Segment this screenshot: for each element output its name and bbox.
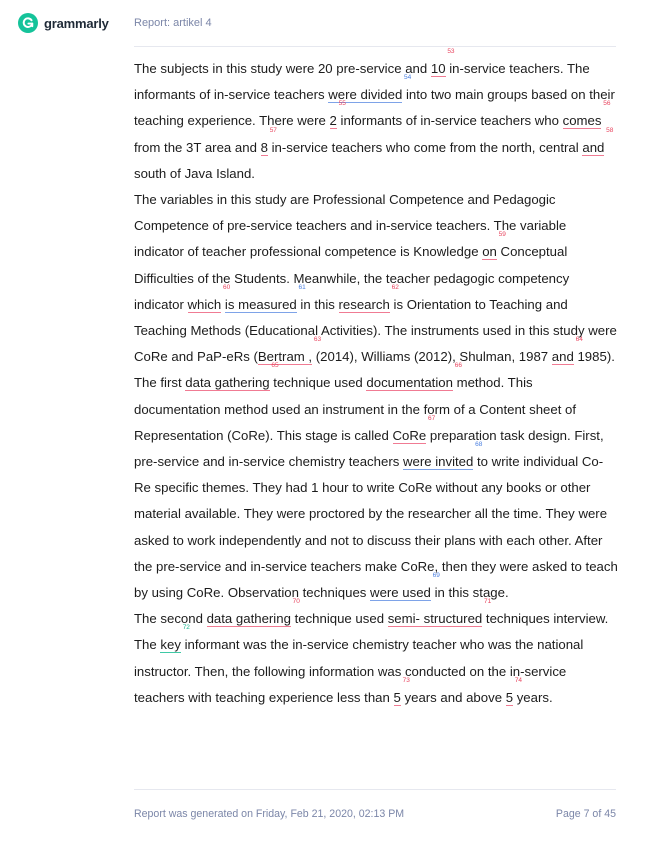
issue-text: were divided bbox=[328, 87, 403, 103]
text-run: The first bbox=[134, 375, 186, 391]
report-generated-date: Report was generated on Friday, Feb 21, 2020, 02:13 PM bbox=[134, 808, 405, 820]
issue-number: 55 bbox=[338, 100, 346, 108]
issue-text: key bbox=[160, 637, 181, 653]
issue-number: 60 bbox=[223, 283, 231, 291]
issue-number: 64 bbox=[575, 336, 583, 344]
issue-highlight[interactable] bbox=[387, 598, 492, 627]
text-run: from the 3T area and bbox=[134, 139, 261, 155]
issue-highlight[interactable] bbox=[370, 572, 440, 601]
issue-number: 63 bbox=[313, 336, 322, 344]
issue-highlight[interactable] bbox=[562, 100, 611, 129]
issue-number: 54 bbox=[404, 74, 412, 82]
issue-text: is measured bbox=[224, 296, 297, 312]
text-run: into two main groups based on their teaching experience. There were bbox=[134, 87, 615, 129]
issue-highlight[interactable] bbox=[257, 336, 322, 365]
issue-number: 56 bbox=[603, 100, 611, 108]
issue-number: 74 bbox=[514, 676, 523, 684]
paragraph bbox=[134, 187, 618, 370]
text-run: (2014), Williams (2012), Shulman, 1987 bbox=[312, 349, 552, 365]
text-run: method. This documentation method used an instrument in the form of a Content sheet of Representation (CoRe). This stage is called bbox=[134, 375, 577, 443]
issue-highlight[interactable] bbox=[393, 676, 410, 706]
text-run: The variables in this study are Professional Competence and Pedagogic Competence of pre-service teachers and in-service teachers. The variable indicator of teacher professional competence is Knowledge bbox=[134, 192, 567, 260]
issue-highlight[interactable] bbox=[187, 283, 231, 313]
issue-text: research bbox=[338, 296, 390, 312]
issue-text: 10 bbox=[430, 61, 446, 76]
issue-number: 59 bbox=[498, 231, 506, 239]
text-run: technique used bbox=[290, 611, 388, 627]
header-divider bbox=[134, 46, 616, 47]
text-run: informant was the in-service chemistry teacher who was the national instructor. Then, the following information was conducted on the in-service teachers with teaching experience less than bbox=[134, 637, 584, 705]
text-run: Conceptual Difficulties of the Students. Meanwhile, the teacher pedagogic competency indicator bbox=[134, 244, 570, 312]
issue-highlight[interactable] bbox=[430, 48, 455, 77]
issue-text: 5 bbox=[505, 689, 514, 705]
issue-text: were used bbox=[370, 585, 431, 601]
text-run: informants of in-service teachers who bbox=[336, 113, 563, 129]
text-run: years. bbox=[513, 689, 553, 705]
issue-number: 53 bbox=[447, 48, 455, 55]
issue-highlight[interactable] bbox=[338, 283, 399, 313]
issue-highlight[interactable] bbox=[206, 598, 300, 627]
text-run: in this stage. bbox=[430, 585, 509, 601]
issue-number: 69 bbox=[432, 572, 440, 580]
grammarly-g-icon bbox=[18, 13, 38, 33]
issue-text: comes bbox=[562, 113, 602, 129]
issue-text: and bbox=[582, 139, 605, 155]
issue-number: 66 bbox=[454, 362, 462, 370]
issue-text: 5 bbox=[393, 689, 401, 705]
issue-highlight[interactable] bbox=[366, 362, 462, 391]
issue-text: Bertram , bbox=[257, 349, 313, 365]
issue-number: 61 bbox=[298, 283, 306, 291]
text-run: in this bbox=[296, 296, 339, 312]
issue-highlight[interactable] bbox=[260, 126, 277, 156]
text-run: in-service teachers who come from the north, central bbox=[267, 139, 583, 155]
issue-highlight[interactable] bbox=[329, 100, 346, 129]
issue-number: 57 bbox=[269, 126, 277, 134]
issue-number: 65 bbox=[271, 362, 279, 370]
issue-text: data gathering bbox=[185, 375, 270, 391]
text-run: The subjects in this study were 20 pre-service and bbox=[134, 61, 431, 76]
issue-highlight[interactable] bbox=[185, 362, 279, 391]
issue-text: were invited bbox=[402, 454, 474, 470]
text-run: in-service teachers. The informants of in-service teachers bbox=[134, 61, 590, 103]
issue-number: 68 bbox=[475, 441, 483, 449]
text-run: years and above bbox=[400, 689, 506, 705]
issue-highlight[interactable] bbox=[392, 414, 436, 444]
text-run: south of Java Island. bbox=[134, 165, 255, 181]
issue-text: data gathering bbox=[206, 611, 291, 627]
grammarly-logo[interactable] bbox=[18, 13, 109, 33]
footer-divider bbox=[134, 789, 616, 790]
issue-highlight[interactable] bbox=[482, 231, 506, 260]
issue-text: 2 bbox=[329, 113, 337, 129]
paragraph bbox=[134, 598, 618, 711]
text-run: The second bbox=[134, 611, 207, 627]
text-run: 1985). bbox=[573, 349, 615, 365]
report-title: Report: artikel 4 bbox=[134, 17, 212, 29]
document-body bbox=[134, 48, 618, 711]
issue-text: and bbox=[551, 349, 574, 365]
issue-number: 58 bbox=[606, 126, 614, 134]
issue-text: semi- structured bbox=[387, 611, 483, 627]
paragraph bbox=[134, 48, 618, 187]
issue-text: CoRe bbox=[392, 427, 427, 443]
page-number: Page 7 of 45 bbox=[555, 808, 616, 820]
issue-text: 8 bbox=[260, 139, 268, 155]
issue-number: 62 bbox=[391, 283, 399, 291]
issue-highlight[interactable] bbox=[505, 676, 523, 706]
paragraph bbox=[134, 362, 618, 606]
issue-text: documentation bbox=[366, 375, 453, 391]
text-run: preparation task design. First, pre-service and in-service chemistry teachers bbox=[134, 427, 604, 470]
issue-text: on bbox=[482, 244, 497, 260]
issue-highlight[interactable] bbox=[402, 441, 483, 470]
issue-number: 72 bbox=[182, 624, 190, 632]
issue-highlight[interactable] bbox=[160, 624, 190, 653]
text-run: techniques interview. The bbox=[134, 611, 609, 653]
issue-number: 67 bbox=[428, 414, 436, 422]
report-header bbox=[0, 0, 650, 50]
issue-number: 70 bbox=[292, 598, 300, 606]
text-run: technique used bbox=[269, 375, 367, 391]
text-run: is Orientation to Teaching and Teaching Methods (Educational Activities). The instruments used in this study were CoRe and PaP-eRs ( bbox=[134, 296, 617, 365]
logo-wordmark: grammarly bbox=[44, 15, 109, 31]
issue-text: which bbox=[187, 296, 222, 312]
issue-highlight[interactable] bbox=[582, 126, 614, 156]
issue-number: 73 bbox=[402, 676, 410, 684]
issue-highlight[interactable] bbox=[551, 336, 583, 365]
text-run: to write individual Co- Re specific themes. They had 1 hour to write CoRe without any books or other material available. They were proctored by the researcher all the time. They were asked to work independently and not to discuss their plans with each other. After the pre-service and in-service teachers make CoRe, then they were asked to teach by using CoRe. Observation techniques bbox=[134, 454, 618, 601]
issue-number: 71 bbox=[484, 598, 492, 606]
